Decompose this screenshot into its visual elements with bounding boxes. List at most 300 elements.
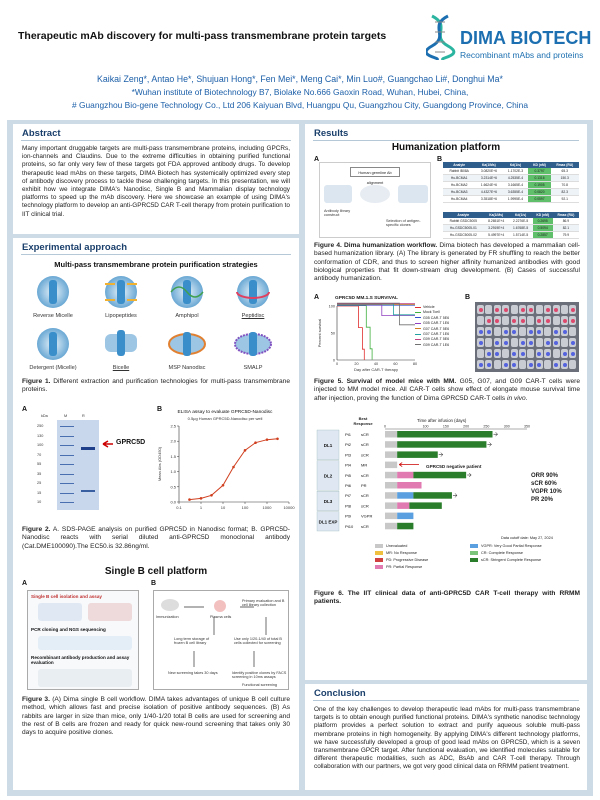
- orr-line: VGPR 10%: [531, 489, 562, 495]
- signal-spot: [529, 308, 533, 312]
- gel-marker-label: 10: [37, 500, 42, 504]
- bioluminescence-imaging-grid: [475, 302, 579, 372]
- table-header-cell: Rmax (RU): [553, 212, 579, 218]
- gel-marker-band: [60, 436, 74, 437]
- legend-label: CR: Complete Response: [481, 551, 523, 555]
- patient-label: Pt3: [345, 452, 352, 458]
- survival-series-line: [337, 306, 364, 360]
- table-row: [443, 189, 579, 196]
- affinity-table: [443, 162, 579, 203]
- mouse-image: [485, 349, 492, 358]
- x-tick-label: 100: [241, 505, 249, 510]
- elisa-curve: [190, 439, 278, 500]
- legend-entry: [470, 558, 541, 562]
- legend-swatch: [470, 558, 478, 562]
- mouse-image: [494, 316, 501, 325]
- rabbit-bcell-diagram: [153, 590, 289, 690]
- signal-spot: [563, 363, 567, 367]
- mouse-image: [494, 349, 501, 358]
- mouse-image: [527, 327, 534, 336]
- figure-5-caption: [314, 378, 580, 403]
- swimmer-bar-segment: [413, 472, 466, 479]
- swimmer-bar-segment: [385, 513, 397, 520]
- gel-band: [81, 490, 95, 492]
- table-row: [443, 225, 579, 232]
- mouse-image: [527, 316, 534, 325]
- swimmer-col-header: Best Response: [353, 416, 373, 426]
- table-cell: 86.9: [553, 218, 579, 225]
- x-tick-label: 0: [335, 362, 339, 366]
- mouse-image: [511, 338, 518, 347]
- legend-swatch: [415, 307, 421, 308]
- mouse-image: [527, 360, 534, 369]
- swimmer-title: Time after infusion (days): [417, 418, 467, 423]
- x-tick-label: 40: [373, 362, 379, 366]
- swimmer-bar-segment: [385, 472, 397, 479]
- table-cell: Hu-BCMA1: [443, 175, 475, 182]
- figure-3-text: (A) Dima single B cell workflow. DIMA takes advantages of unique B cell culture method, which allows fast and precise isolation of positive antibody sequences. (B) As rabbits are larger in size than mice, only 1/40-1/20 total B cells are used for screening and the rest of B cells are frozen and ready for quick new-round screening that takes only 30 days to acquire positive clones.: [22, 696, 290, 737]
- figure-5-label: Figure 5. Survival of model mice with MM.: [314, 378, 457, 385]
- legend-label: PR: Partial Response: [386, 565, 423, 569]
- cell-culture-image: [38, 603, 82, 621]
- figure-1-text: Different extraction and purification technologies for multi-pass transmembrane proteins.: [22, 378, 291, 394]
- mouse-image: [519, 316, 526, 325]
- gel-marker-label: 35: [37, 471, 42, 476]
- legend-entry: [375, 551, 417, 555]
- mouse-image: [502, 360, 509, 369]
- table-cell: Hu-BCMA2: [443, 182, 475, 189]
- legend-entry: [375, 565, 422, 569]
- signal-spot: [554, 341, 558, 345]
- table-cell: 3.6355E-4: [503, 189, 529, 196]
- signal-spot: [546, 308, 550, 312]
- legend-swatch: [415, 323, 421, 324]
- legend-swatch: [375, 565, 383, 569]
- table-cell: 3.3518E+6: [475, 196, 502, 203]
- table-cell: 4.4327E+6: [475, 189, 502, 196]
- figure-1-label: Figure 1.: [22, 378, 51, 385]
- affinity-table: [443, 212, 579, 239]
- mouse-image: [519, 305, 526, 314]
- strategy-label: Amphipol: [175, 313, 199, 319]
- ongoing-arrow-icon: [439, 453, 443, 457]
- flow-step: New screening takes 30 days: [168, 671, 218, 675]
- gel-marker-label: 70: [37, 452, 42, 457]
- plate-image: [398, 185, 428, 203]
- gel-lane-label: kDa: [41, 414, 48, 418]
- table-cell: 92.1: [551, 196, 579, 203]
- swimmer-bar-segment: [397, 513, 413, 520]
- x-tick-label: 1: [199, 505, 203, 510]
- section-divider: [313, 140, 579, 141]
- table-cell: 4.2535E-4: [503, 175, 529, 182]
- elisa-subtitle: 0.5μg Human GPRC5D-Nanodisc per well: [187, 416, 263, 421]
- fig3-panel-a-label: A: [22, 580, 28, 587]
- patient-label: Pt9: [345, 513, 352, 519]
- response-label: sCR: [361, 503, 369, 509]
- legend-label: G05 CAR-T 1E6: [423, 321, 450, 326]
- swimmer-bar-segment: [385, 492, 397, 499]
- signal-spot: [554, 363, 558, 367]
- mouse-image: [536, 349, 543, 358]
- swimmer-bar-segment: [385, 502, 397, 509]
- y-tick-label: 2.5: [170, 423, 176, 429]
- table-header-cell: KD (nM): [528, 162, 550, 168]
- mouse-image: [477, 305, 484, 314]
- workflow-step: Antibody library construct: [324, 209, 351, 217]
- signal-spot: [546, 352, 550, 356]
- signal-spot: [563, 319, 567, 323]
- elisa-chart: [155, 422, 295, 518]
- signal-spot: [571, 352, 575, 356]
- mouse-image: [494, 338, 501, 347]
- purification-title: Multi-pass transmembrane protein purification strategies: [54, 260, 258, 269]
- strategy-label: SMALP: [243, 365, 263, 371]
- mouse-image: [511, 360, 518, 369]
- workflow-box: Human germline Ab alignment: [350, 167, 400, 177]
- elisa-point: [276, 437, 279, 440]
- strategy-label: Detergent (Micelle): [29, 365, 77, 371]
- mouse-image: [544, 305, 551, 314]
- strategy-label: Peptidisc: [241, 313, 265, 319]
- mouse-image: [519, 327, 526, 336]
- y-tick-label: 0.0: [170, 499, 176, 505]
- x-tick-label: 1000: [262, 505, 272, 510]
- x-tick-label: 80: [412, 362, 418, 366]
- legend-label: G07 CAR-T 1E6: [423, 332, 450, 336]
- mouse-image: [553, 338, 560, 347]
- legend-label: G09 CAR-T 5E6: [423, 337, 450, 342]
- figure-3-caption: [22, 696, 290, 737]
- x-tick-label: 100: [422, 424, 429, 429]
- x-tick-label: 350: [524, 424, 530, 429]
- legend-entry: [415, 316, 449, 320]
- flow-step: Use only 1/20-1/40 of total B cells collected for screening: [234, 637, 282, 645]
- singleb-step: Recombinant antibody production and assay evaluation: [31, 655, 130, 665]
- mouse-image: [494, 360, 501, 369]
- y-axis-label: Mean Abs (OD450): [157, 446, 162, 482]
- flow-step: Identify positive clones by FACS screening in 10ms assays: [232, 671, 287, 679]
- orr-line: sCR 60%: [531, 481, 557, 487]
- gel-marker-band: [60, 474, 74, 475]
- negative-arrow-icon: [399, 463, 419, 467]
- gel-marker-label: 130: [37, 433, 44, 438]
- mouse-image: [519, 360, 526, 369]
- gel-marker-band: [60, 426, 74, 427]
- logo-tagline: Recombinant mAbs and proteins: [460, 50, 584, 60]
- mouse-image: [485, 338, 492, 347]
- x-axis-label: Day after CAR-T therapy: [354, 367, 398, 372]
- plate-image: [88, 603, 132, 621]
- swimmer-bar-segment: [397, 502, 409, 509]
- table-cell: Rabbit GSDC5005: [443, 218, 484, 225]
- swimmer-bar-segment: [397, 472, 413, 479]
- signal-spot: [521, 341, 525, 345]
- mouse-image: [485, 327, 492, 336]
- mouse-image: [494, 305, 501, 314]
- humanization-workflow-diagram: [319, 162, 431, 238]
- mouse-image: [536, 360, 543, 369]
- signal-spot: [537, 330, 541, 334]
- singleb-workflow-diagram: [27, 590, 139, 690]
- y-tick-label: 2.0: [170, 438, 176, 444]
- mouse-image: [553, 327, 560, 336]
- signal-spot: [529, 363, 533, 367]
- figure-3-label: Figure 3.: [22, 696, 50, 703]
- table-cell: 1.5714E-5: [509, 232, 533, 239]
- orr-line: PR 20%: [531, 497, 554, 503]
- x-tick-label: 150: [442, 424, 449, 429]
- table-row: [443, 175, 579, 182]
- mouse-image: [561, 349, 568, 358]
- swimmer-bar-segment: [397, 431, 492, 438]
- signal-spot: [554, 330, 558, 334]
- y-tick-label: 1.5: [170, 453, 176, 459]
- legend-entry: [415, 337, 449, 341]
- cell-image: [360, 185, 390, 203]
- figure-4-caption: [314, 242, 580, 283]
- mouse-image: [569, 305, 576, 314]
- patient-label: Pt8: [345, 503, 352, 509]
- mouse-image: [494, 327, 501, 336]
- fig2-panel-a-label: A: [22, 406, 28, 413]
- x-tick-label: 300: [503, 424, 510, 429]
- signal-spot: [495, 341, 499, 345]
- gel-image: [57, 420, 99, 510]
- gel-target-band: [81, 447, 95, 450]
- table-header-cell: Analyte: [443, 212, 484, 218]
- table-cell: 79.9: [553, 232, 579, 239]
- mouse-image: [502, 316, 509, 325]
- signal-spot: [487, 330, 491, 334]
- detergent-micelle-icon: [37, 328, 69, 360]
- antibody-image: [38, 669, 132, 687]
- gel-marker-band: [60, 502, 74, 503]
- section-divider: [21, 254, 291, 255]
- legend-label: Mock Tcell: [423, 310, 440, 315]
- elisa-point: [244, 449, 247, 452]
- response-label: MR: [361, 462, 368, 468]
- table-cell: Hu-BCMA3: [443, 189, 475, 196]
- response-label: sCR: [361, 523, 369, 529]
- logo-name: DIMA BIOTECH: [460, 28, 592, 48]
- swimmer-bar-segment: [397, 492, 413, 499]
- signal-spot: [512, 352, 516, 356]
- y-tick-label: 50: [330, 331, 335, 336]
- x-tick-label: 60: [393, 362, 398, 366]
- response-label: PR: [361, 483, 367, 488]
- response-label: sCR: [361, 493, 369, 499]
- signal-spot: [554, 308, 558, 312]
- response-label: sCR: [361, 452, 369, 458]
- conclusion-heading: Conclusion: [314, 688, 366, 699]
- mouse-image: [536, 305, 543, 314]
- x-tick-label: 200: [463, 424, 470, 429]
- signal-spot: [546, 319, 550, 323]
- signal-spot: [487, 363, 491, 367]
- legend-swatch: [415, 344, 421, 345]
- legend-label: G09 CAR-T 1E6: [423, 342, 450, 347]
- legend-label: G07 CAR-T 5E6: [423, 326, 450, 331]
- elisa-point: [222, 484, 225, 487]
- plasma-cell-icon: [214, 600, 226, 612]
- mouse-image: [561, 338, 568, 347]
- gel-marker-label: 250: [37, 424, 44, 428]
- legend-label: VGPR: Very Good Partial Response: [481, 544, 542, 548]
- singleb-step: PCR cloning and NGS sequencing: [31, 627, 106, 632]
- signal-spot: [479, 341, 483, 345]
- gel-marker-band: [60, 445, 74, 446]
- flow-step: Functional screening: [242, 683, 278, 687]
- table-row: [443, 232, 579, 239]
- mouse-image: [544, 327, 551, 336]
- x-tick-label: 20: [354, 362, 359, 366]
- fig4-panel-a-label: A: [314, 156, 320, 163]
- affinity-table-2: [443, 212, 579, 239]
- table-cell: 0.0820: [528, 189, 550, 196]
- elisa-point: [200, 497, 203, 500]
- survival-series-line: [337, 306, 372, 360]
- conclusion-text: One of the key challenges to develop therapeutic lead mAbs for multi-pass transmembrane targets is to obtain enough purified functional proteins. DIMA's synthetic nanodisc technology platform provides a perfect solution to extract and purify aqueous soluble multi-pass membrane proteins in high homogeneity. By applying DIMA's different technology platforms, we have successfully developed a group of good lead mAbs on GPRC5D, which is a seven transmembrane GPCR target. After functional evaluation, we identified molecules suitable for different therapeutic modalities, such as ADC, BsAb and CAR T-cell therapy. Through collaboration with our partners, we got very good clinical data on RRMM patient treatment.: [314, 706, 580, 771]
- swimmer-bar-segment: [397, 523, 413, 530]
- signal-spot: [521, 352, 525, 356]
- affiliation-1: *Wuhan institute of Biotechnology B7, Biolake No.666 Gaoxin Road, Wuhan, Hubei, China,: [131, 87, 469, 97]
- signal-spot: [571, 319, 575, 323]
- abstract-heading: Abstract: [22, 128, 61, 139]
- mouse-image: [527, 338, 534, 347]
- fig5-panel-b-label: B: [465, 294, 471, 301]
- figure-4-text: Dima biotech has developed a mammalian cell-based humanization library. (A) The library is generated by FR shuffling to reach the better conformation of CDR, and thus to screen higher affinity humanized antibodies with good biological properties that fit down-stream drug development. (B) Cases of successful antibody humanization.: [314, 242, 580, 283]
- conclusion-panel: [305, 684, 587, 790]
- y-axis-label: Percent survival: [317, 318, 322, 348]
- patient-label: Pt7: [345, 493, 352, 499]
- figure-5-italic: in vivo.: [507, 394, 528, 402]
- patient-label: Pt5: [345, 472, 352, 478]
- signal-spot: [529, 341, 533, 345]
- bicelle-icon: [105, 330, 137, 356]
- gel-marker-band: [60, 483, 74, 484]
- gel-arrow-label: GPRC5D: [116, 439, 146, 446]
- legend-label: MR: No Response: [386, 551, 418, 555]
- legend-swatch: [375, 558, 383, 562]
- sds-page-gel: [37, 414, 99, 510]
- mouse-image: [502, 349, 509, 358]
- table-cell: 0.5094: [533, 225, 553, 232]
- mouse-image: [553, 360, 560, 369]
- signal-spot: [504, 341, 508, 345]
- mouse-image: [502, 338, 509, 347]
- smalp-icon: [235, 332, 271, 356]
- gel-marker-label: 25: [37, 481, 42, 485]
- legend-label: G05 CAR-T 5E6: [423, 315, 450, 320]
- swimmer-bar-segment: [385, 523, 397, 530]
- survival-title: GPRC5D MM.1.S SURVIVAL: [335, 296, 398, 301]
- mouse-image: [485, 360, 492, 369]
- swimmer-bar-segment: [397, 482, 421, 489]
- table-cell: 150.3: [551, 175, 579, 182]
- mouse-image: [477, 360, 484, 369]
- gel-marker-label: 55: [37, 462, 42, 466]
- section-divider: [313, 700, 579, 701]
- legend-swatch: [415, 312, 421, 313]
- response-label: sCR: [361, 432, 369, 437]
- swimmer-bar-segment: [397, 451, 438, 458]
- signal-spot: [571, 308, 575, 312]
- peptidisc-icon: [237, 276, 269, 308]
- table-row: [443, 196, 579, 203]
- mouse-image: [544, 316, 551, 325]
- signal-spot: [479, 308, 483, 312]
- mouse-image: [511, 349, 518, 358]
- signal-spot: [479, 363, 483, 367]
- table-cell: 5.4997E+4: [484, 232, 509, 239]
- table-cell: 3.2919E+4: [484, 225, 509, 232]
- survival-series-line: [337, 303, 415, 325]
- results-heading: Results: [314, 128, 349, 139]
- msp-nanodisc-icon: [169, 332, 205, 356]
- legend-swatch: [470, 551, 478, 555]
- mouse-image: [569, 338, 576, 347]
- table-cell: 1.9995E-4: [503, 196, 529, 203]
- mouse-image: [527, 305, 534, 314]
- swimmer-bar-segment: [385, 431, 397, 438]
- mouse-image: [553, 316, 560, 325]
- mouse-image: [502, 305, 509, 314]
- x-tick-label: 10: [220, 505, 226, 510]
- table-cell: Hu-GSDC5005-02: [443, 232, 484, 239]
- fig3-panel-b-label: B: [151, 580, 157, 587]
- dna-helix-icon: [426, 14, 456, 60]
- table-header-cell: KD (nM): [533, 212, 553, 218]
- table-row: [443, 182, 579, 189]
- mouse-image: [519, 349, 526, 358]
- table-cell: Hu-GSDC5005-01: [443, 225, 484, 232]
- flow-step: Plasma cells: [210, 615, 232, 619]
- mouse-image: [553, 349, 560, 358]
- legend-label: sCR: Stringent Complete Response: [481, 558, 542, 562]
- signal-spot: [495, 352, 499, 356]
- lipopeptides-icon: [105, 276, 137, 308]
- poster-body: [7, 120, 593, 796]
- swimmer-bar-segment: [413, 492, 452, 499]
- figure-5-text: G05, G07, and G09 CAR-T cells were injected to MM model mice. All CAR-T cells show effect of elongate mouse survival time after injection, proving the function of Dima GPRC5D CAR-T cells: [314, 378, 580, 402]
- table-header-cell: Ka(1/Ms): [484, 212, 509, 218]
- signal-spot: [504, 363, 508, 367]
- table-cell: 0.1316: [528, 175, 550, 182]
- fig4-panel-b-label: B: [437, 156, 443, 163]
- signal-spot: [563, 352, 567, 356]
- signal-spot: [487, 352, 491, 356]
- elisa-point: [232, 466, 235, 469]
- mouse-image: [536, 327, 543, 336]
- y-tick-label: 0: [332, 358, 335, 363]
- table-header-cell: Rmax (RU): [551, 162, 579, 168]
- table-cell: 3.0820E+6: [475, 168, 502, 175]
- singleb-heading: Single B cell platform: [104, 566, 208, 577]
- mouse-image: [536, 338, 543, 347]
- mouse-image: [485, 316, 492, 325]
- swimmer-bar-segment: [385, 462, 397, 469]
- x-tick-label: 0.1: [176, 505, 182, 510]
- legend-label: PD: Progressive Disease: [386, 558, 429, 562]
- elisa-point: [188, 498, 191, 501]
- ongoing-arrow-icon: [494, 432, 498, 436]
- gel-marker-band: [60, 493, 74, 494]
- purification-strategies-figure: [21, 272, 291, 374]
- figure-4-label: Figure 4. Dima humanization workflow.: [314, 242, 438, 249]
- authors: Kaikai Zeng*, Antao He*, Shujuan Hong*, Fen Mei*, Meng Cai*, Min Luo#, Guangchao Li#, Donghui Ma*: [97, 74, 503, 84]
- strategy-label: Lipopeptides: [105, 313, 137, 319]
